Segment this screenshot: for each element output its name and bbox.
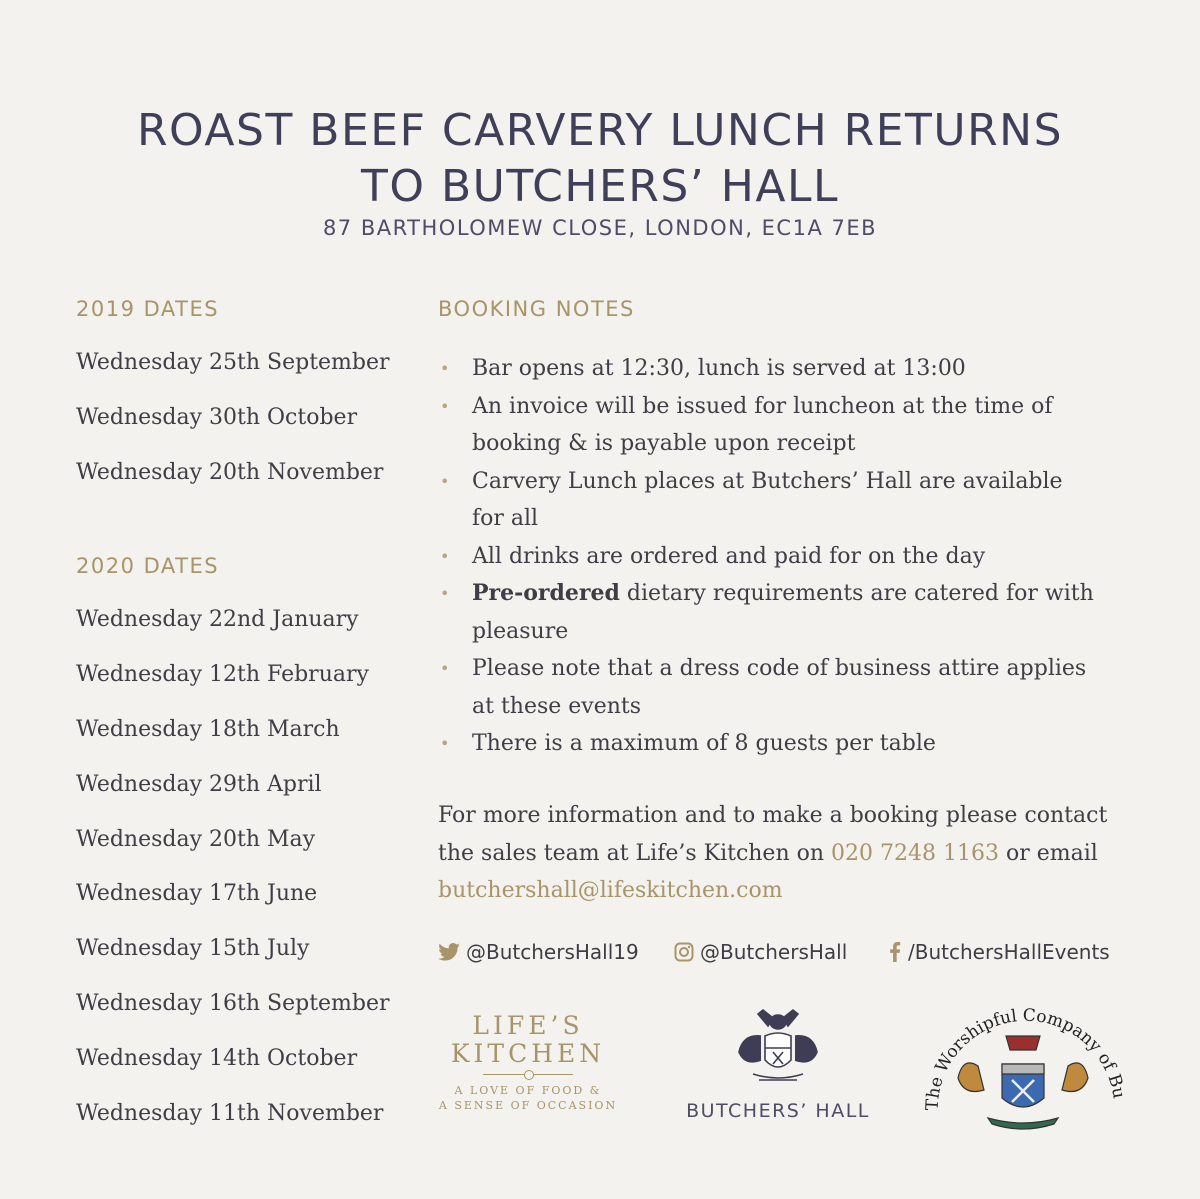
date-item: Wednesday 17th June <box>76 881 318 906</box>
booking-note: • There is a maximum of 8 guests per table <box>438 725 1098 763</box>
date-item: Wednesday 29th April <box>76 772 322 797</box>
date-item: Wednesday 20th May <box>76 827 316 852</box>
booking-note: • Please note that a dress code of business attire applies at these events <box>438 650 1098 725</box>
page-title <box>0 103 1200 215</box>
logo-line: LIFE’S <box>472 1011 584 1040</box>
booking-note-rest: dietary requirements are catered for with pleasure <box>472 581 1094 644</box>
dates-2019-heading: 2019 DATES <box>76 297 220 321</box>
instagram-handle[interactable] <box>674 940 847 964</box>
booking-note: • Bar opens at 12:30, lunch is served at 13:00 <box>438 350 1098 388</box>
butchers-hall-name: BUTCHERS’ HALL <box>686 1100 870 1122</box>
booking-note <box>438 575 1098 650</box>
logo-divider <box>483 1074 573 1075</box>
date-item: Wednesday 20th November <box>76 460 384 485</box>
title-line-2: TO BUTCHERS’ HALL <box>361 161 839 213</box>
booking-note: • All drinks are ordered and paid for on the day <box>438 538 1098 576</box>
butchers-hall-logo <box>676 1004 880 1122</box>
logo-tagline: A SENSE OF OCCASION <box>438 1099 618 1112</box>
logo-line: KITCHEN <box>450 1039 606 1068</box>
booking-note: • An invoice will be issued for luncheon at the time of booking & is payable upon receipt <box>438 388 1098 463</box>
date-item: Wednesday 18th March <box>76 717 340 742</box>
date-item: Wednesday 22nd January <box>76 607 359 632</box>
date-item: Wednesday 16th September <box>76 991 390 1016</box>
booking-note: • Carvery Lunch places at Butchers’ Hall are available for all <box>438 463 1098 538</box>
crest-icon <box>723 1004 833 1092</box>
facebook-handle[interactable] <box>888 940 1110 964</box>
booking-notes-heading: BOOKING NOTES <box>438 297 635 321</box>
contact-text: or email <box>999 840 1098 866</box>
date-item: Wednesday 25th September <box>76 350 390 375</box>
lifes-kitchen-logo <box>438 1012 618 1113</box>
coat-of-arms-icon <box>918 1006 1128 1136</box>
instagram-handle-text: @ButchersHall <box>700 940 848 964</box>
worshipful-company-logo <box>918 1006 1128 1136</box>
twitter-handle-text: @ButchersHall19 <box>466 940 639 964</box>
dates-2020-heading: 2020 DATES <box>76 554 220 578</box>
twitter-icon <box>438 943 460 961</box>
date-item: Wednesday 30th October <box>76 405 358 430</box>
title-line-1: ROAST BEEF CARVERY LUNCH RETURNS <box>136 105 1064 157</box>
contact-info <box>438 797 1138 910</box>
date-item: Wednesday 12th February <box>76 662 369 687</box>
booking-notes-list <box>438 350 1098 763</box>
twitter-handle[interactable] <box>438 940 639 964</box>
booking-note-bold: Pre-ordered <box>472 580 620 606</box>
date-item: Wednesday 14th October <box>76 1046 358 1071</box>
facebook-icon <box>888 942 902 962</box>
facebook-handle-text: /ButchersHallEvents <box>908 940 1110 964</box>
email-link[interactable]: butchershall@lifeskitchen.com <box>438 878 783 903</box>
date-item: Wednesday 15th July <box>76 936 310 961</box>
address: 87 BARTHOLOMEW CLOSE, LONDON, EC1A 7EB <box>322 216 878 240</box>
phone-link[interactable]: 020 7248 1163 <box>831 840 999 866</box>
company-name-arc: The Worshipful Company of Bu <box>922 1006 1128 1111</box>
contact-text: For more information and to make a booking please contact the sales team at Life’s Kitchen on <box>438 803 1108 866</box>
logo-tagline: A LOVE OF FOOD & <box>454 1084 602 1097</box>
instagram-icon <box>674 942 694 962</box>
date-item: Wednesday 11th November <box>76 1101 384 1126</box>
